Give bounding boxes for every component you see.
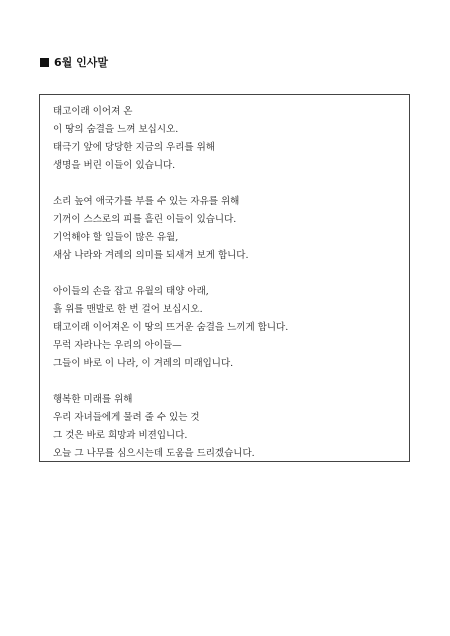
section-title: 6월 인사말: [54, 56, 108, 69]
stanza: [53, 283, 401, 373]
stanza: [53, 103, 401, 175]
text-line: 태극기 앞에 당당한 지금의 우리를 위해: [53, 142, 215, 153]
stanza: [53, 193, 401, 265]
text-line: 태고이래 이어져온 이 땅의 뜨거운 숨결을 느끼게 합니다.: [53, 322, 289, 333]
text-line: 기억해야 할 일들이 많은 유월,: [53, 232, 179, 243]
text-line: 태고이래 이어져 온: [53, 106, 133, 117]
section-heading: [40, 54, 108, 70]
text-line: 무럭 자라나는 우리의 아이들—: [53, 340, 182, 351]
text-line: 생명을 버린 이들이 있습니다.: [53, 160, 176, 171]
text-line: 이 땅의 숨결을 느껴 보십시오.: [53, 124, 179, 135]
text-line: 기꺼이 스스로의 피를 흘린 이들이 있습니다.: [53, 214, 237, 225]
text-line: 오늘 그 나무를 심으시는데 도움을 드리겠습니다.: [53, 448, 255, 459]
greeting-text-box: [39, 94, 410, 462]
square-bullet-icon: [40, 58, 49, 67]
text-line: 그들이 바로 이 나라, 이 겨레의 미래입니다.: [53, 358, 234, 369]
text-line: 우리 자녀들에게 물려 줄 수 있는 것: [53, 412, 200, 423]
text-line: 새삼 나라와 겨레의 의미를 되새겨 보게 합니다.: [53, 250, 249, 261]
text-line: 행복한 미래를 위해: [53, 394, 133, 405]
text-line: 그 것은 바로 희망과 비젼입니다.: [53, 430, 188, 441]
stanza: [53, 391, 401, 463]
text-line: 소리 높여 애국가를 부를 수 있는 자유를 위해: [53, 196, 240, 207]
text-line: 아이들의 손을 잡고 유월의 태양 아래,: [53, 286, 209, 297]
text-line: 흙 위를 맨발로 한 번 걸어 보십시오.: [53, 304, 203, 315]
